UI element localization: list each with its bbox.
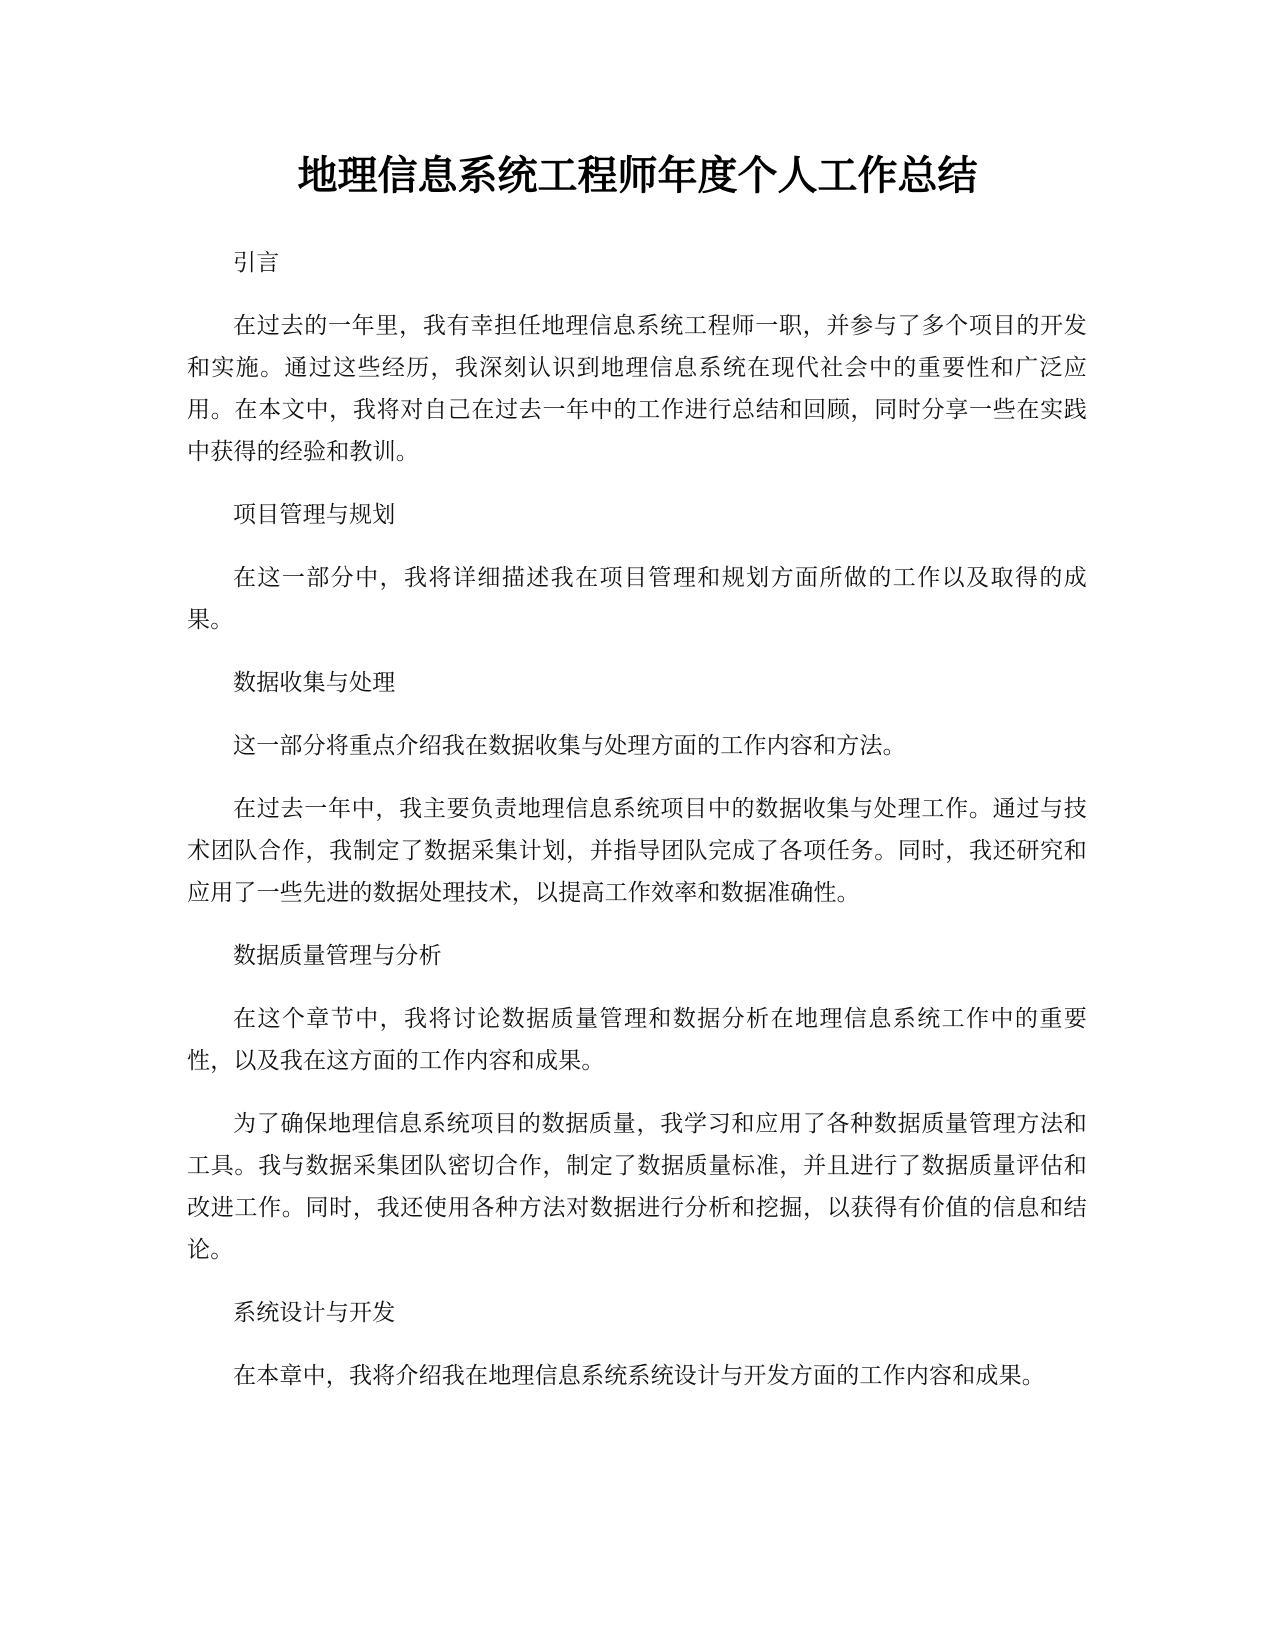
document-title: 地理信息系统工程师年度个人工作总结 <box>297 153 978 199</box>
section-heading-data-quality: 数据质量管理与分析 <box>233 943 442 969</box>
paragraph-data-collection-detail: 在过去一年中，我主要负责地理信息系统项目中的数据收集与处理工作。通过与技术团队合作，我制定了数据采集计划，并指导团队完成了各项任务。同时，我还研究和应用了一些先进的数据处理技术，以提高工作效率和数据准确性。 <box>187 796 1087 906</box>
section-heading-data-collection: 数据收集与处理 <box>233 670 396 696</box>
paragraph-data-collection-intro: 这一部分将重点介绍我在数据收集与处理方面的工作内容和方法。 <box>233 733 906 759</box>
paragraph-introduction: 在过去的一年里，我有幸担任地理信息系统工程师一职，并参与了多个项目的开发和实施。通过这些经历，我深刻认识到地理信息系统在现代社会中的重要性和广泛应用。在本文中，我将对自己在过去一年中的工作进行总结和回顾，同时分享一些在实践中获得的经验和教训。 <box>187 313 1087 465</box>
paragraph-data-quality-detail: 为了确保地理信息系统项目的数据质量，我学习和应用了各种数据质量管理方法和工具。我与数据采集团队密切合作，制定了数据质量标准，并且进行了数据质量评估和改进工作。同时，我还使用各种方法对数据进行分析和挖掘，以获得有价值的信息和结论。 <box>187 1111 1087 1263</box>
paragraph-data-quality-intro: 在这个章节中，我将讨论数据质量管理和数据分析在地理信息系统工作中的重要性，以及我在这方面的工作内容和成果。 <box>187 1006 1087 1074</box>
section-heading-introduction: 引言 <box>233 250 280 276</box>
paragraph-project-management: 在这一部分中，我将详细描述我在项目管理和规划方面所做的工作以及取得的成果。 <box>187 565 1087 633</box>
paragraph-system-design: 在本章中，我将介绍我在地理信息系统系统设计与开发方面的工作内容和成果。 <box>233 1363 1045 1389</box>
document-body <box>187 242 1087 1418</box>
section-heading-system-design: 系统设计与开发 <box>233 1300 396 1326</box>
section-heading-project-management: 项目管理与规划 <box>233 502 396 528</box>
